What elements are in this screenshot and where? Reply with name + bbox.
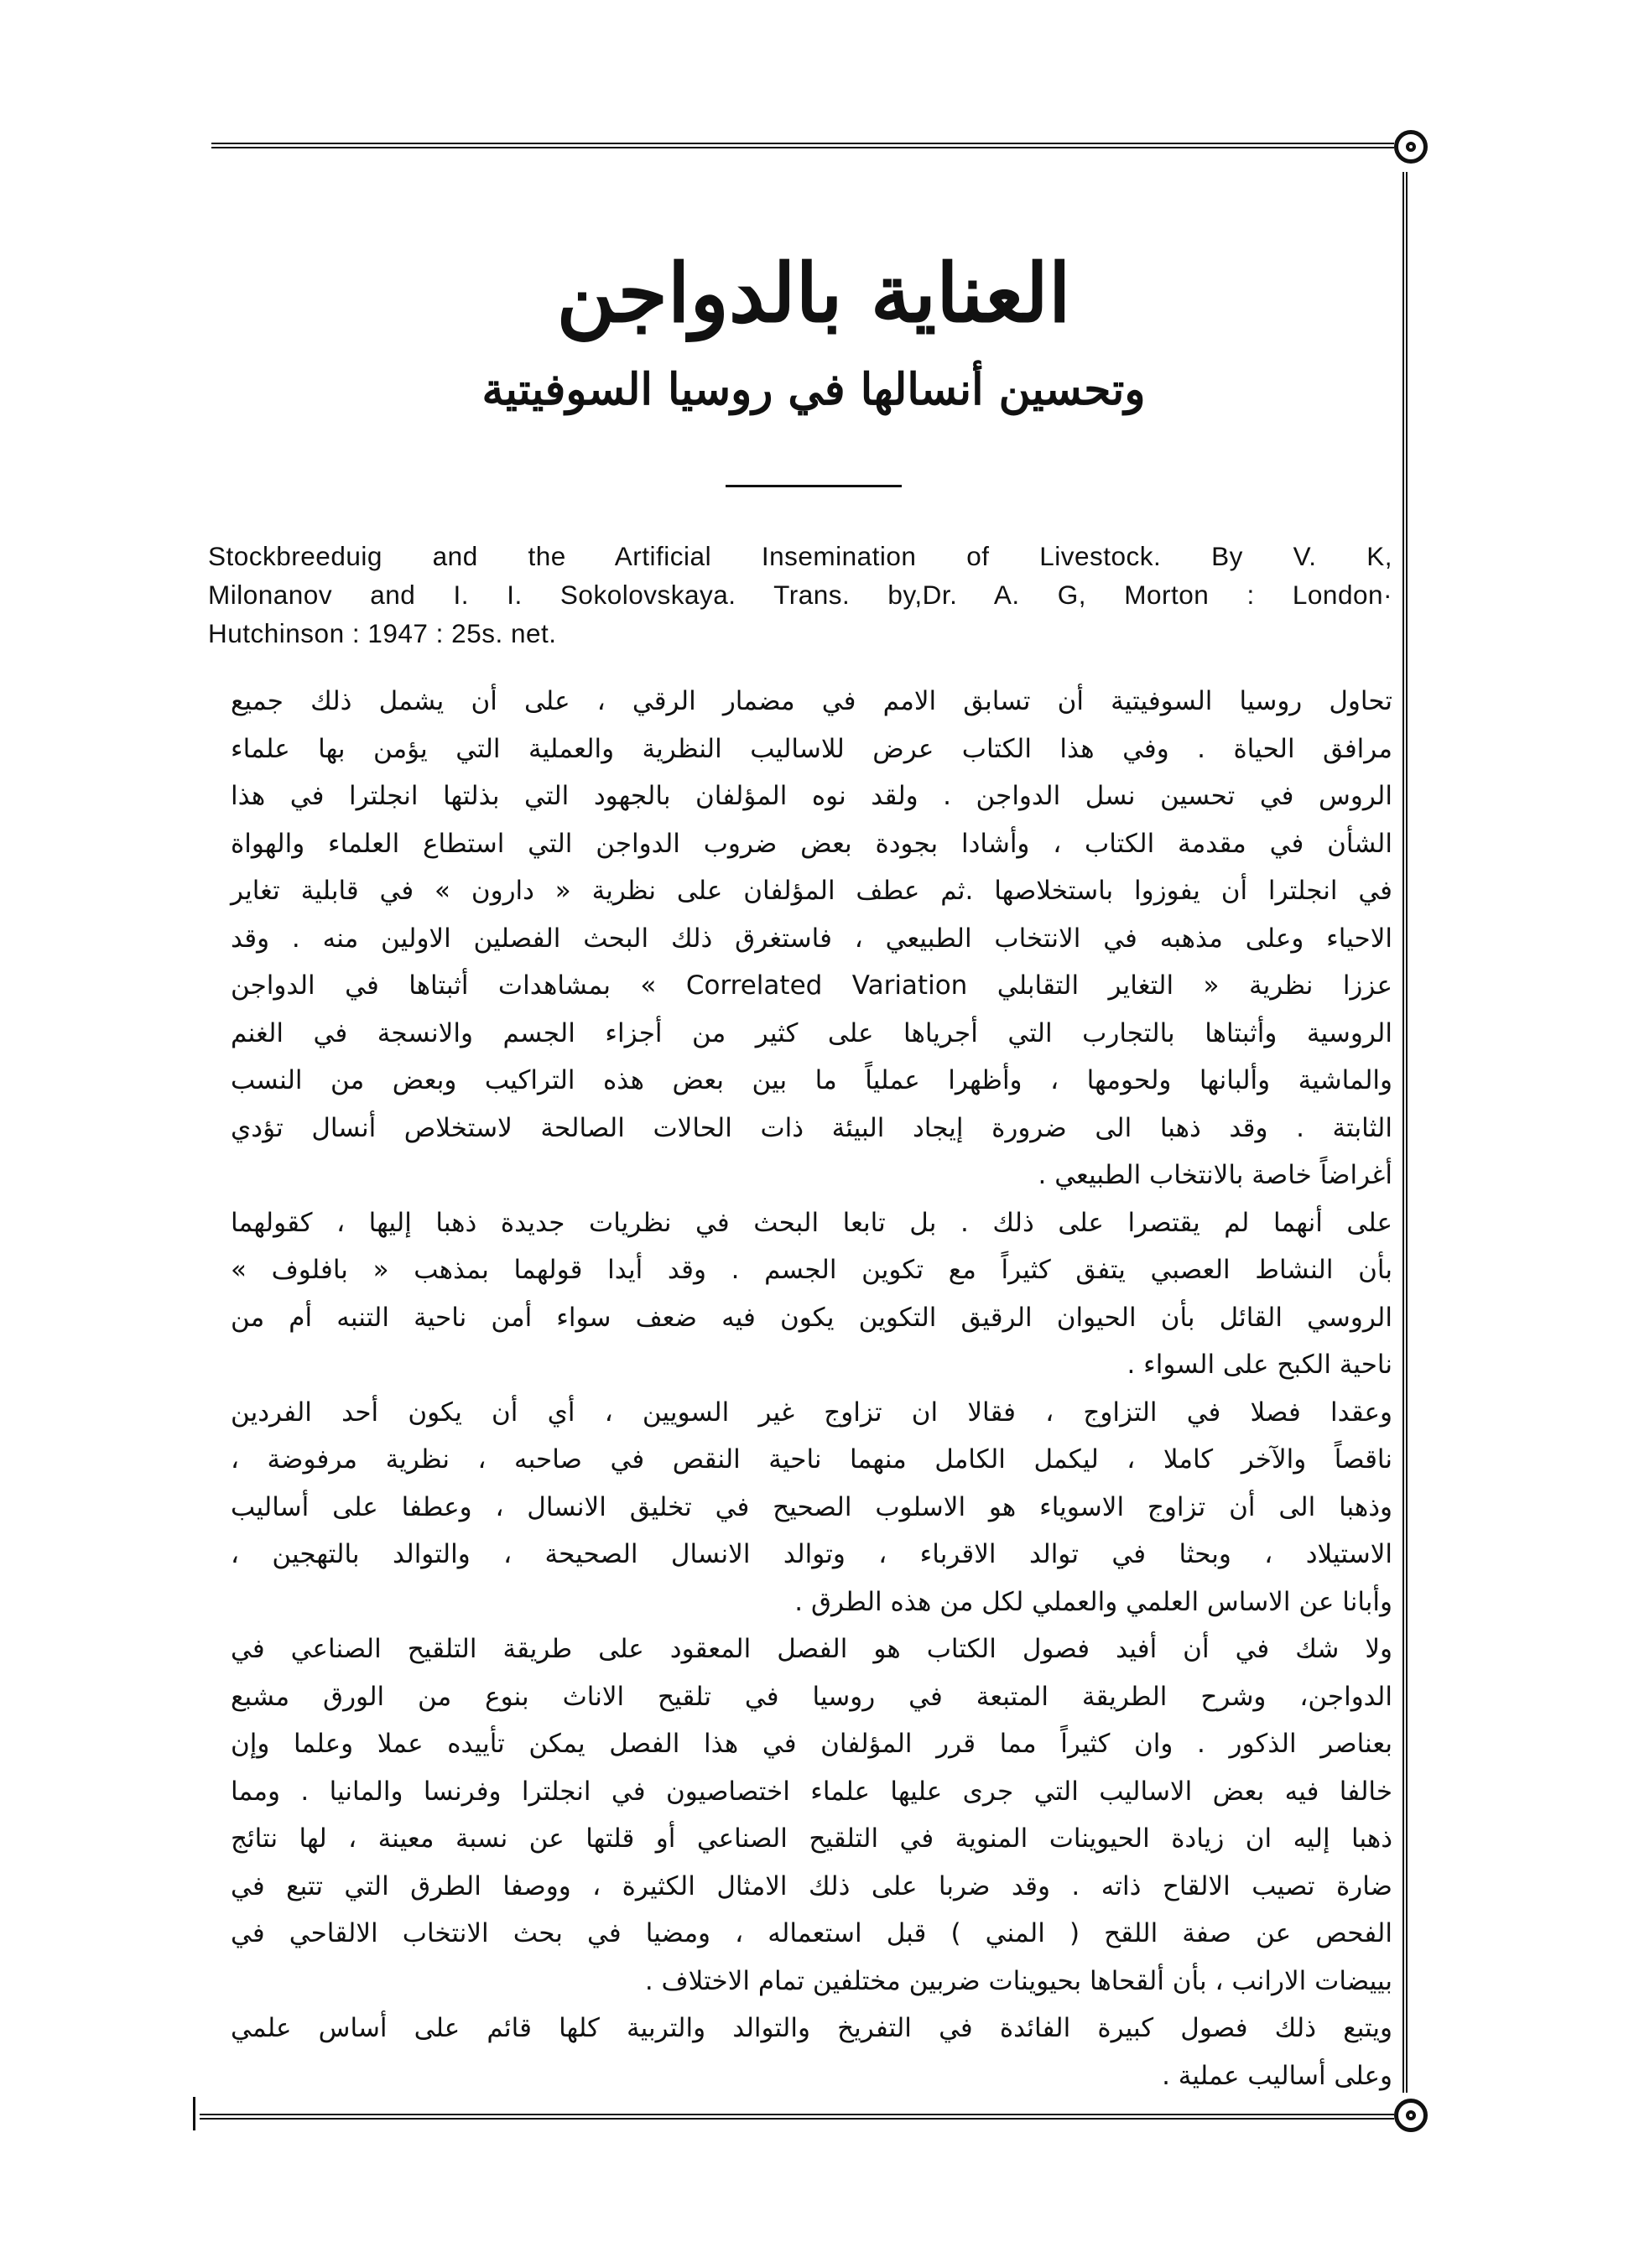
text-line: الشأن في مقدمة الكتاب ، وأشادا بجودة بعض ضروب الدواجن التي استطاع العلماء والهواة: [231, 828, 1392, 859]
text-line: الثابتة . وقد ذهبا الى ضرورة إيجاد البيئة ذات الحالات الصالحة لاستخلاص أنسال تؤدي: [231, 1112, 1392, 1143]
article-title: العناية بالدواجن: [556, 246, 1071, 341]
left-margin-mark: [193, 2097, 195, 2130]
text-line: في انجلترا أن يفوزوا باستخلاصها .ثم عطف المؤلفان على نظرية « دارون » في قابلية تغاير: [231, 876, 1392, 906]
text-line: الاحياء وعلى مذهبه في الانتخاب الطبيعي ، فاستغرق ذلك البحث الفصلين الاولين منه . وقد: [231, 923, 1392, 954]
text-line: ضارة تصيب الالقاح ذاته . وقد ضربا على ذلك الامثال الكثيرة ، ووصفا الطرق التي تتبع في: [231, 1870, 1392, 1901]
paragraph: [231, 1626, 1392, 2005]
text-line: أغراضاً خاصة بالانتخاب الطبيعي .: [1038, 1160, 1392, 1190]
text-line: الروسي القائل بأن الحيوان الرقيق التكوين يكون فيه ضعف سواء أمن ناحية التنبه أم من: [231, 1302, 1392, 1333]
paragraph: [231, 2005, 1392, 2099]
text-line: مرافق الحياة . وفي هذا الكتاب عرض للاساليب النظرية والعملية التي يؤمن بها علماء: [231, 733, 1392, 764]
text-line: تحاول روسيا السوفيتية أن تسابق الامم في مضمار الرقي ، على أن يشمل ذلك جميع: [231, 686, 1392, 716]
review-body: [231, 678, 1392, 2099]
text-line: بعناصر الذكور . وان كثيراً مما قرر المؤلفان في هذا الفصل يمكن تأييده عملا وعلما وإن: [231, 1729, 1392, 1759]
text-line: الدواجن، وشرح الطريقة المتبعة في روسيا في تلقيح الاناث بنوع من الورق مشبع: [231, 1681, 1392, 1712]
text-line: بييضات الارانب ، بأن ألقحاها بحيوينات ضربين مختلفين تمام الاختلاف .: [644, 1965, 1392, 1996]
text-line: وأبانا عن الاساس العلمي والعملي لكل من هذه الطرق .: [794, 1586, 1392, 1617]
paragraph: [231, 1199, 1392, 1389]
book-citation: [208, 537, 1392, 653]
text-line: والماشية وألبانها ولحومها ، وأظهرا عملياً ما بين بعض هذه التراكيب وبعض من النسب: [231, 1065, 1392, 1095]
citation-line: Hutchinson : 1947 : 25s. net.: [208, 618, 557, 648]
paragraph: [231, 1389, 1392, 1626]
ornament-circle-icon: [1394, 2099, 1428, 2132]
text-line: عززا نظرية « التغاير التقابلي Correlated Variation » بمشاهدات أثبتاها في الدواجن: [231, 970, 1392, 1001]
bottom-double-rule: [200, 2114, 1394, 2120]
text-line: خالفا فيه بعض الاساليب التي جرى عليها علماء اختصاصيون في انجلترا وفرنسا والمانيا . ومما: [231, 1776, 1392, 1807]
citation-line: Milonanov and I. I. Sokolovskaya. Trans. by,Dr. A. G, Morton : London·: [208, 580, 1392, 610]
text-line: ناقصاً والآخر كاملا ، ليكمل الكامل منهما ناحية النقص في صاحبه ، نظرية مرفوضة ،: [231, 1444, 1392, 1475]
text-line: الفحص عن صفة اللقح ( المني ) قبل استعماله ، ومضيا في بحث الانتخاب الالقاحي في: [231, 1918, 1392, 1948]
text-line: الروس في تحسين نسل الدواجن . ولقد نوه المؤلفان بالجهود التي بذلتها انجلترا في هذا: [231, 781, 1392, 811]
text-line: ويتبع ذلك فصول كبيرة الفائدة في التفريخ والتوالد والتربية كلها قائم على أساس علمي: [231, 2013, 1392, 2043]
paragraph: [231, 678, 1392, 1199]
text-line: وذهبا الى أن تزاوج الاسوياء هو الاسلوب الصحيح في تخليق الانسال ، وعطفا على أساليب: [231, 1491, 1392, 1522]
text-line: على أنهما لم يقتصرا على ذلك . بل تابعا البحث في نظريات جديدة ذهبا إليها ، كقولهما: [231, 1207, 1392, 1238]
top-double-rule: [211, 143, 1394, 148]
text-line: الاستيلاد ، وبحثا في توالد الاقرباء ، وتوالد الانسال الصحيحة ، والتوالد بالتهجين ،: [231, 1539, 1392, 1569]
text-line: وعلى أساليب عملية .: [1162, 2060, 1392, 2091]
right-border-rule: [1402, 172, 1408, 2093]
title-divider: [726, 485, 902, 487]
ornament-circle-icon: [1394, 130, 1428, 164]
article-subtitle: وتحسين أنسالها في روسيا السوفيتية: [481, 364, 1146, 415]
citation-line: Stockbreeduig and the Artificial Insemination of Livestock. By V. K,: [208, 541, 1392, 571]
text-line: بأن النشاط العصبي يتفق كثيراً مع تكوين الجسم . وقد أيدا قولهما بمذهب « بافلوف »: [231, 1255, 1392, 1285]
text-line: ولا شك في أن أفيد فصول الكتاب هو الفصل المعقود على طريقة التلقيح الصناعي في: [231, 1634, 1392, 1664]
text-line: وعقدا فصلا في التزاوج ، فقالا ان تزاوج غير السويين ، أي أن يكون أحد الفردين: [231, 1397, 1392, 1428]
text-line: الروسية وأثبتاها بالتجارب التي أجرياها على كثير من أجزاء الجسم والانسجة في الغنم: [231, 1017, 1392, 1048]
text-line: ناحية الكبح على السواء .: [1127, 1350, 1392, 1380]
text-line: ذهبا إليه ان زيادة الحيوينات المنوية في التلقيح الصناعي أو قلتها عن نسبة معينة ، لها نتائج: [231, 1823, 1392, 1854]
